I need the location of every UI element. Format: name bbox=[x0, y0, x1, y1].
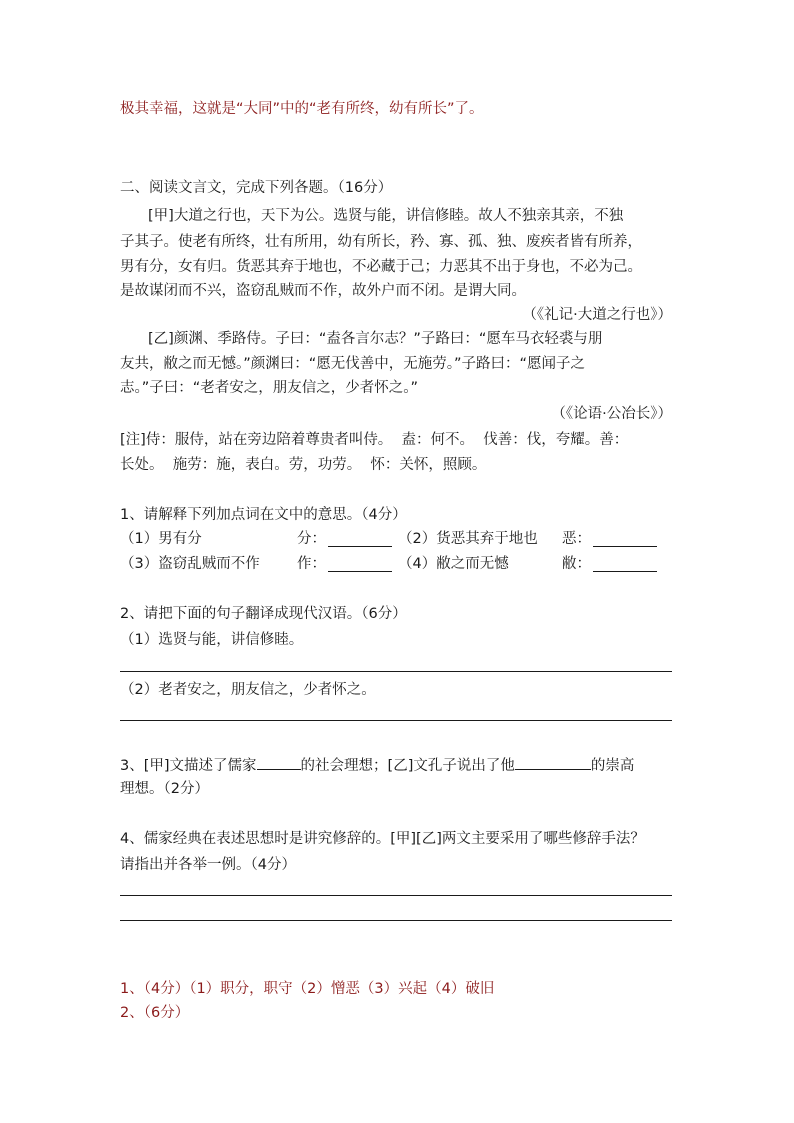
answer-2-text: 2、（6分） bbox=[120, 1005, 190, 1021]
q2-sentence: （2）老者安之，朋友信之，少者怀之。 bbox=[120, 682, 376, 698]
question-4-stem-line2: 请指出并各举一例。（4分） bbox=[120, 857, 296, 873]
q1-phrase: （4）敝之而无憾 bbox=[398, 556, 509, 572]
q3-blank[interactable] bbox=[515, 755, 591, 770]
passage-jia-line: 是故谋闭而不兴，盗窃乱贼而不作，故外户而不闭。是谓大同。 bbox=[120, 283, 526, 299]
q1-phrase: （2）货恶其弃于地也 bbox=[398, 531, 538, 547]
q3-text-line2: 理想。（2分） bbox=[120, 781, 209, 797]
q1-word: 恶： bbox=[562, 531, 591, 547]
passage-yi-line: 友共，敝之而无憾。”颜渊曰：“愿无伐善中，无施劳。”子路曰：“愿闻子之 bbox=[120, 356, 586, 372]
answer-line[interactable] bbox=[120, 920, 672, 921]
passage-jia-source: （《礼记·大道之行也》） bbox=[522, 307, 672, 323]
passage-jia-line: [甲]大道之行也，天下为公。选贤与能，讲信修睦。故人不独亲其亲，不独 bbox=[148, 208, 624, 224]
q2-sentence: （1）选贤与能，讲信修睦。 bbox=[120, 632, 304, 648]
answer-line[interactable] bbox=[120, 720, 672, 721]
q3-text: 的崇高 bbox=[590, 758, 635, 774]
q1-phrase: （1）男有分 bbox=[120, 531, 202, 547]
intro-answer-text: 极其幸福，这就是“大同”中的“老有所终，幼有所长”了。 bbox=[120, 101, 484, 117]
q3-blank[interactable] bbox=[257, 755, 301, 770]
passage-yi-line: [乙]颜渊、季路侍。子曰：“盍各言尔志？”子路曰：“愿车马衣轻裘与朋 bbox=[148, 331, 603, 347]
passage-yi-line: 志。”子曰：“老者安之，朋友信之，少者怀之。” bbox=[120, 380, 419, 396]
question-3-stem bbox=[120, 755, 634, 776]
q1-word: 敝： bbox=[562, 556, 591, 572]
q1-answer-blank[interactable] bbox=[593, 532, 657, 547]
section-heading: 二、阅读文言文，完成下列各题。（16分） bbox=[120, 180, 393, 196]
q3-text: 的社会理想；[乙]文孔子说出了他 bbox=[300, 758, 515, 774]
passage-jia-line: 男有分，女有归。货恶其弃于地也，不必藏于己；力恶其不出于身也，不必为己。 bbox=[120, 259, 642, 275]
q1-word: 作： bbox=[297, 556, 326, 572]
question-1-stem: 1、请解释下列加点词在文中的意思。（4分） bbox=[120, 507, 407, 523]
q1-phrase: （3）盗窃乱贼而不作 bbox=[120, 556, 260, 572]
question-4-stem: 4、儒家经典在表述思想时是讲究修辞的。[甲][乙]两文主要采用了哪些修辞手法？ bbox=[120, 831, 645, 847]
q1-answer-blank[interactable] bbox=[328, 557, 392, 572]
answer-line[interactable] bbox=[120, 671, 672, 672]
passage-jia-line: 子其子。使老有所终，壮有所用，幼有所长，矜、寡、孤、独、废疾者皆有所养， bbox=[120, 234, 642, 250]
question-2-stem: 2、请把下面的句子翻译成现代汉语。（6分） bbox=[120, 606, 407, 622]
answer-1-text: 1、（4分）（1）职分，职守（2）憎恶（3）兴起（4）破旧 bbox=[120, 981, 495, 997]
q3-text: 3、[甲]文描述了儒家 bbox=[120, 758, 257, 774]
q1-answer-blank[interactable] bbox=[593, 557, 657, 572]
q1-word: 分： bbox=[297, 531, 326, 547]
notes-line: 长处。 施劳：施，表白。劳，功劳。 怀：关怀，照顾。 bbox=[120, 457, 487, 473]
q1-answer-blank[interactable] bbox=[328, 532, 392, 547]
notes-line: [注]侍：服侍，站在旁边陪着尊贵者叫侍。 盍：何不。 伐善：伐，夸耀。善： bbox=[120, 432, 629, 448]
passage-yi-source: （《论语·公冶长》） bbox=[551, 406, 672, 422]
answer-line[interactable] bbox=[120, 895, 672, 896]
